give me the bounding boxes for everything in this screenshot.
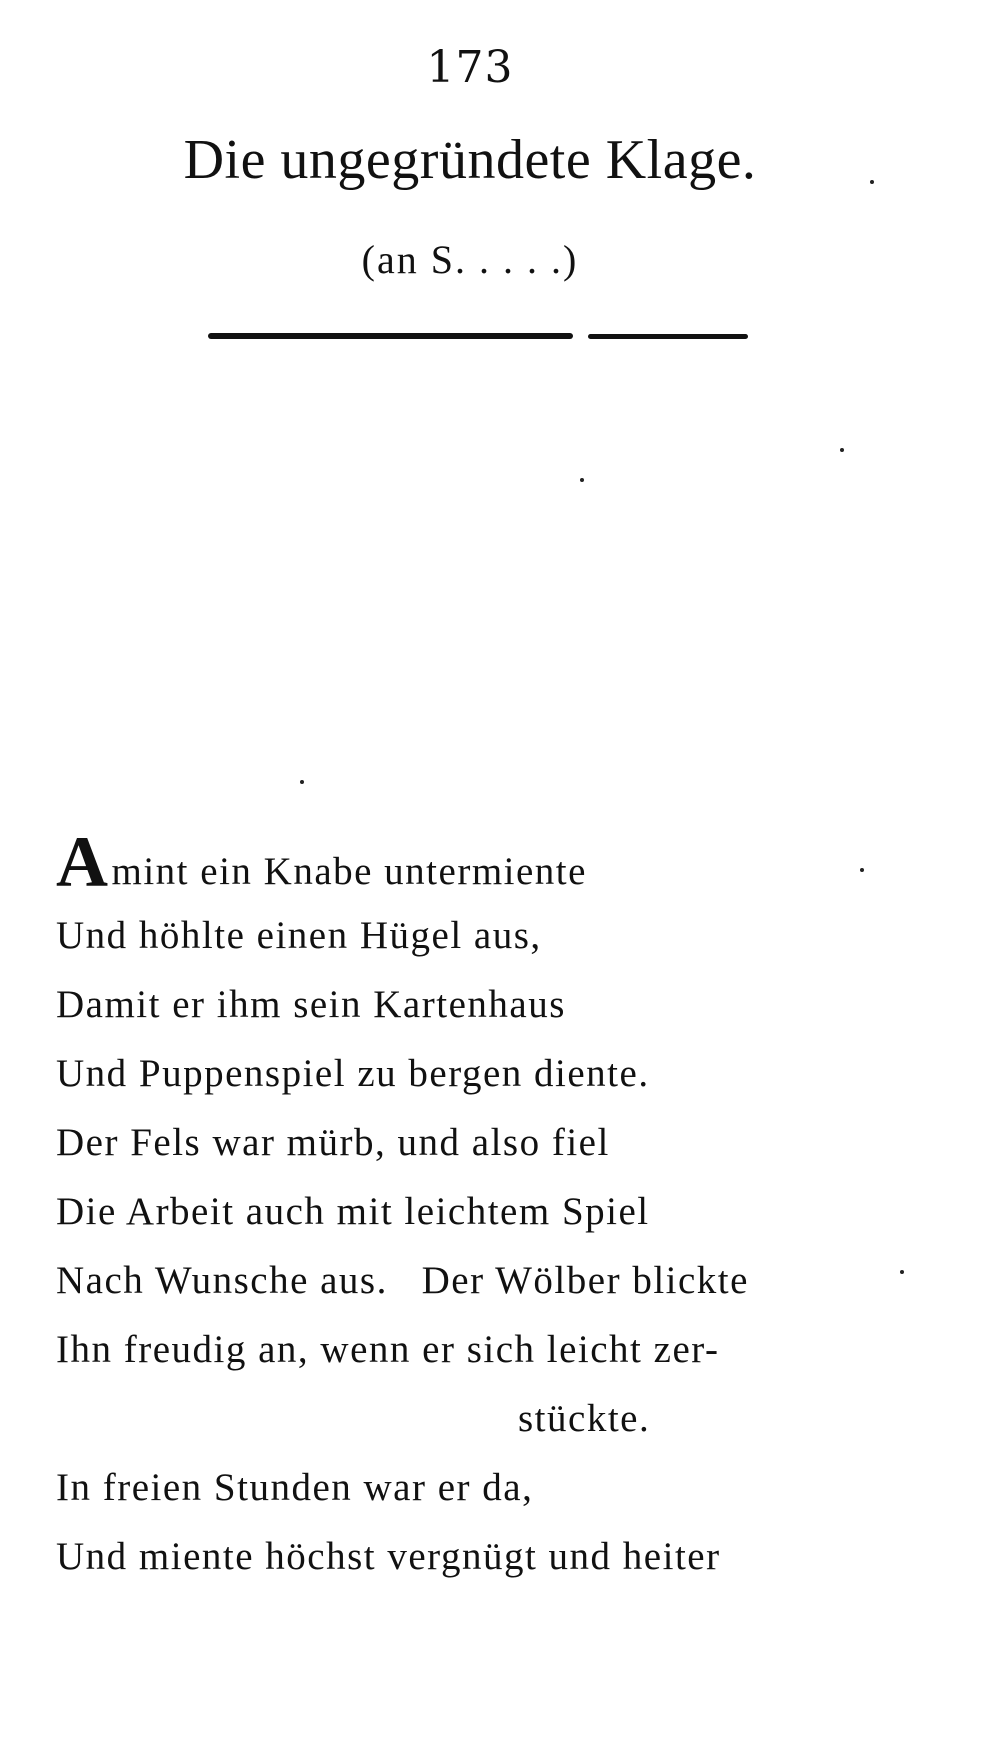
verse-line: Damit er ihm sein Kartenhaus bbox=[56, 983, 566, 1026]
verse-line: In freien Stunden war er da, bbox=[56, 1466, 534, 1509]
verse-line bbox=[56, 822, 956, 902]
drop-cap: A bbox=[56, 822, 110, 902]
scan-speck bbox=[870, 180, 874, 184]
title-rule-right bbox=[588, 334, 748, 339]
verse-line: Und Puppenspiel zu bergen diente. bbox=[56, 1052, 650, 1095]
poem-title: Die ungegründete Klage. bbox=[183, 129, 757, 191]
verse-line: Ihn freudig an, wenn er sich leicht zer- bbox=[56, 1328, 720, 1371]
title-rule-left bbox=[208, 333, 573, 339]
scan-speck bbox=[840, 448, 844, 452]
verse-line: Die Arbeit auch mit leichtem Spiel bbox=[56, 1190, 650, 1233]
verse-line-continuation: stückte. bbox=[518, 1397, 651, 1440]
verse-line: Und höhlte einen Hügel aus, bbox=[56, 914, 542, 957]
verse-line: Und miente höchst vergnügt und heiter bbox=[56, 1535, 721, 1578]
scan-speck bbox=[580, 478, 584, 482]
poem-body bbox=[56, 822, 956, 1591]
scan-speck bbox=[300, 780, 304, 784]
verse-line: Der Fels war mürb, und also fiel bbox=[56, 1121, 610, 1164]
poem-dedication: (an S. . . . .) bbox=[361, 237, 579, 282]
verse-line-text: mint ein Knabe untermiente bbox=[111, 850, 587, 893]
page-number: 173 bbox=[426, 42, 514, 93]
verse-line: Nach Wunsche aus. Der Wölber blickte bbox=[56, 1259, 749, 1302]
